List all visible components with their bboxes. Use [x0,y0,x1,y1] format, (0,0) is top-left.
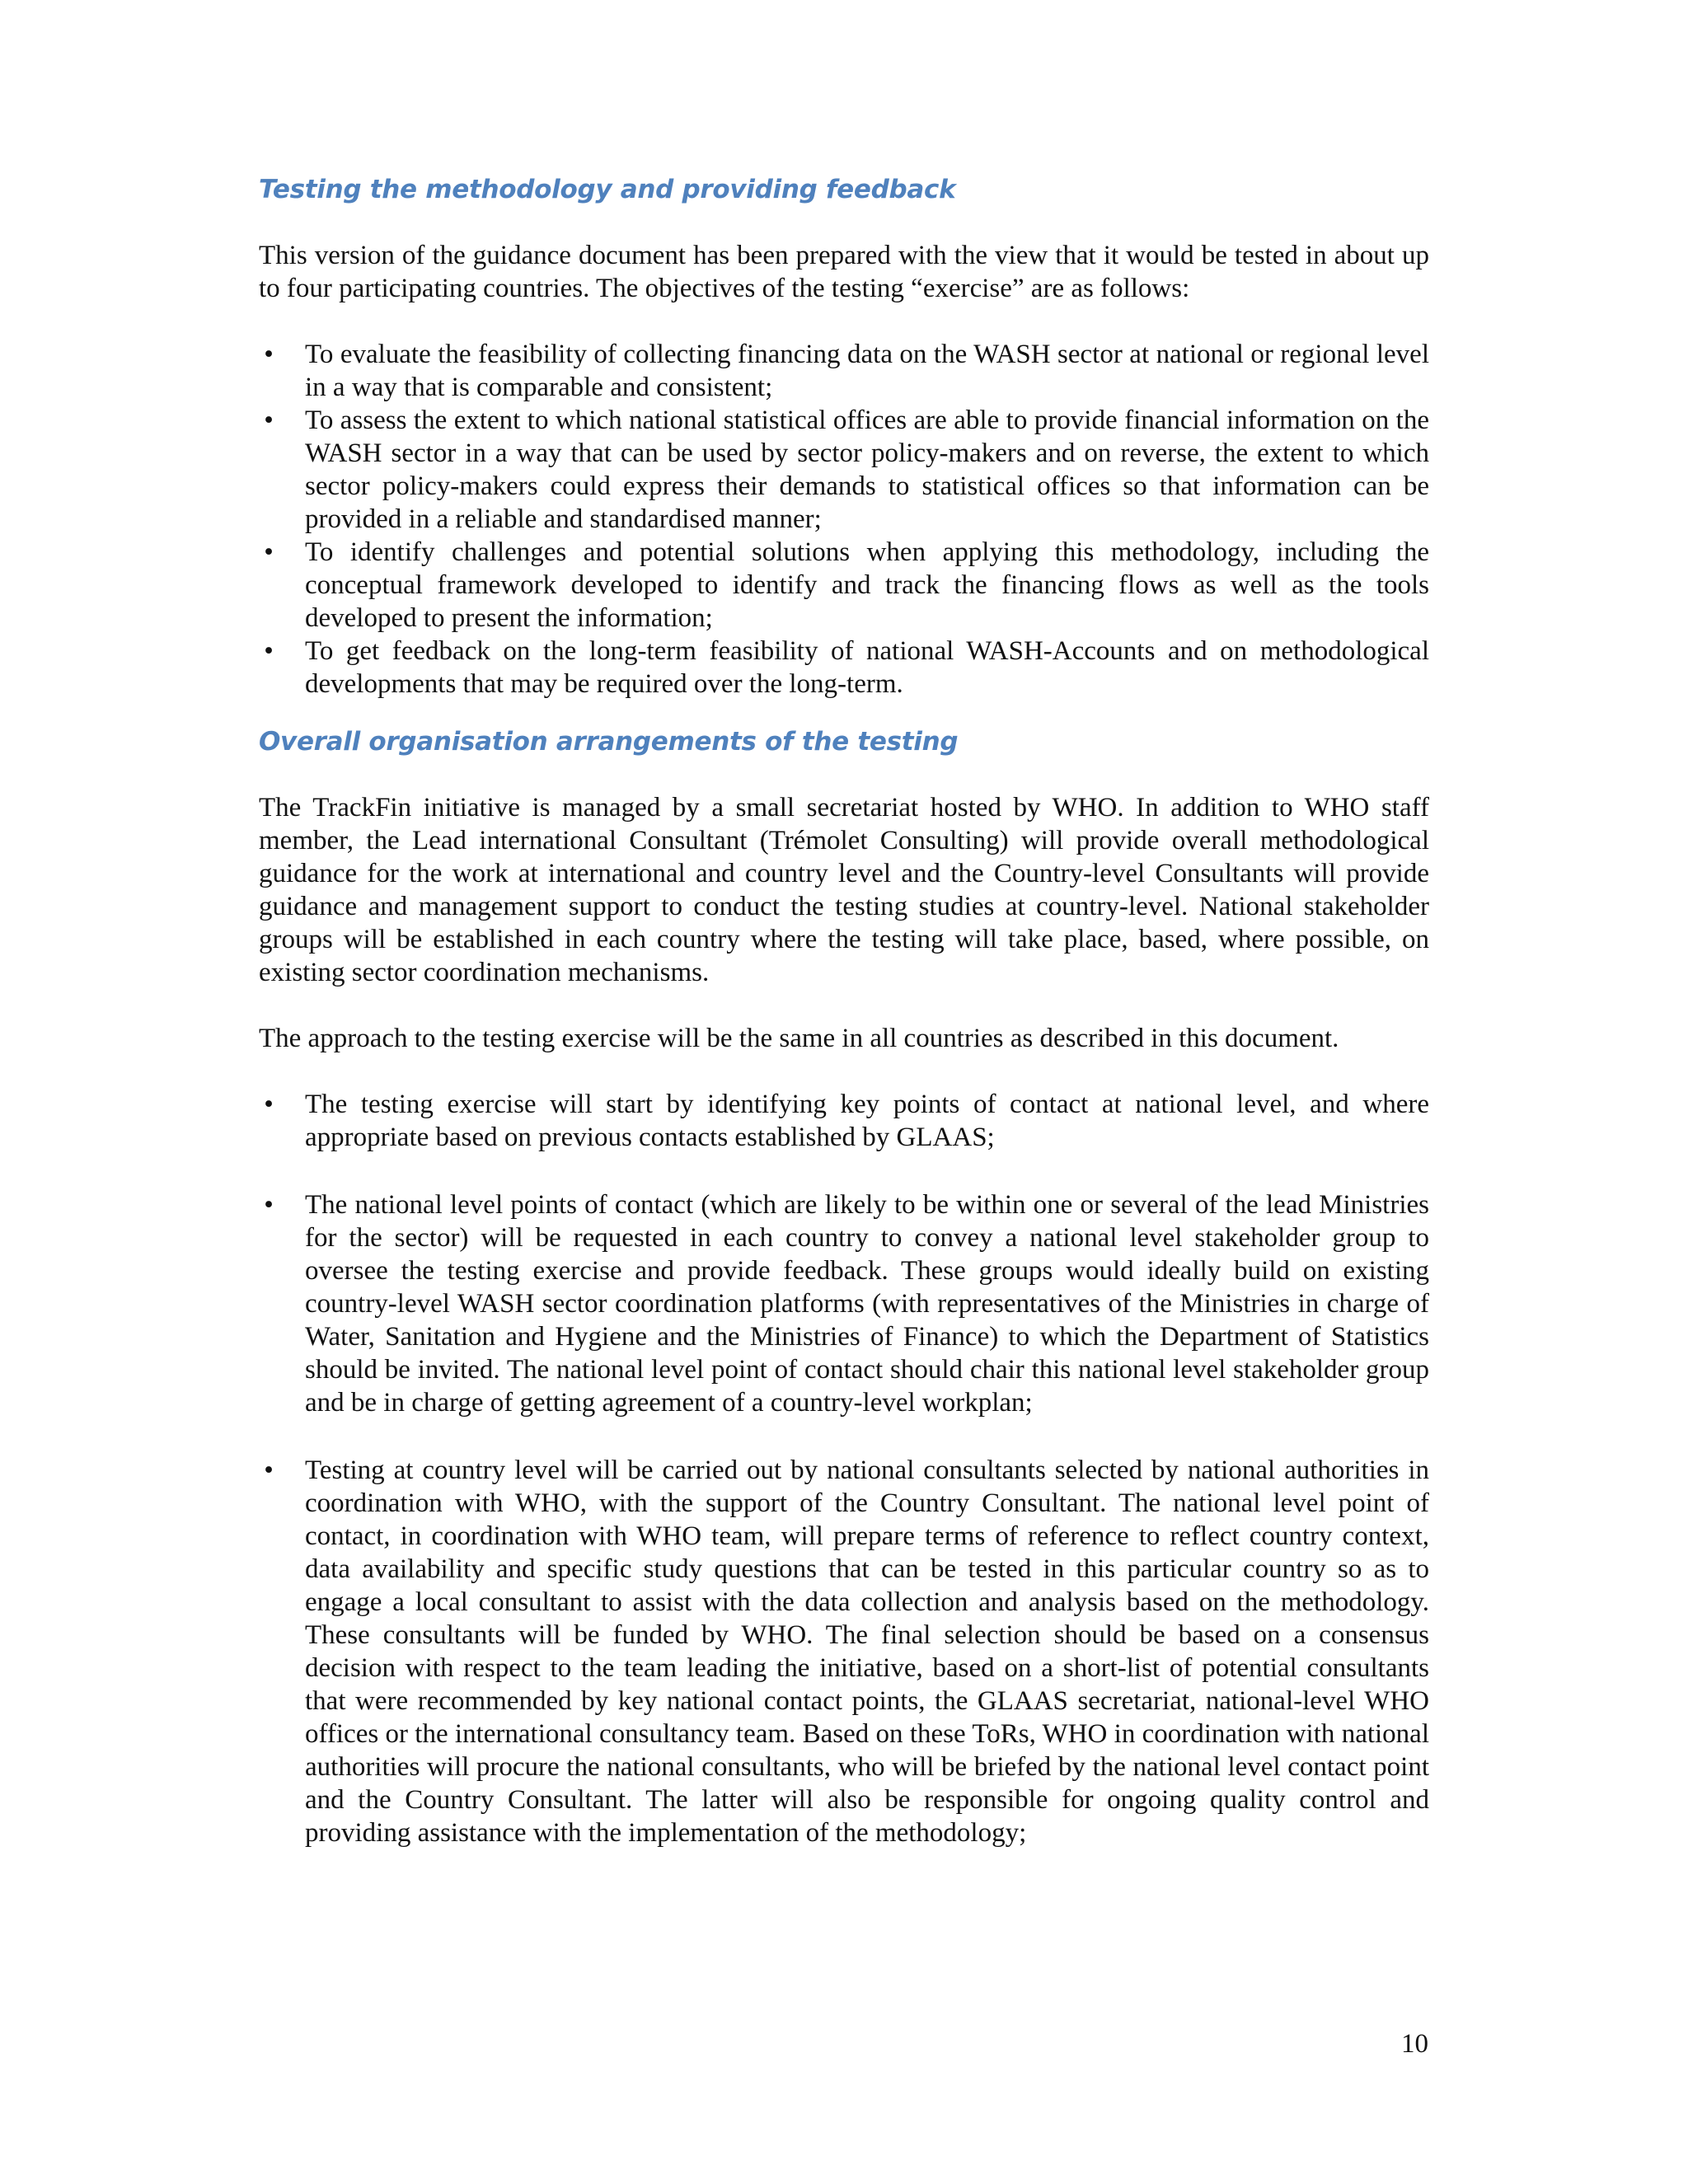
list-item [259,1454,1429,1849]
section-heading-testing: Testing the methodology and providing feedback [259,175,956,204]
list-item-text: To get feedback on the long-term feasibility of national WASH-Accounts and on methodological developments that may be required over the long-term. [305,636,1429,699]
list-item-text: To assess the extent to which national statistical offices are able to provide financial information on the WASH sector in a way that can be used by sector policy-makers and on reverse, the extent to which sector policy-makers could express their demands to statistical offices so that information can be provided in a reliable and standardised manner; [305,405,1429,534]
list-item-text: To evaluate the feasibility of collecting financing data on the WASH sector at national or regional level in a way that is comparable and consistent; [305,340,1429,402]
list-spacer [259,1154,1429,1188]
document-page [259,173,1429,1849]
list-item-text: The testing exercise will start by identifying key points of contact at national level, and where appropriate based on previous contacts established by GLAAS; [305,1090,1429,1152]
bullet-icon: • [264,405,274,435]
page-number: 10 [1401,2029,1428,2059]
list-item [259,635,1429,701]
section-heading-organisation: Overall organisation arrangements of the testing [259,727,959,757]
organisation-paragraph: The TrackFin initiative is managed by a small secretariat hosted by WHO. In addition to WHO staff member, the Lead international Consultant (Trémolet Consulting) will provide overall methodological guidance for the work at international and country level and the Country-level Consultants will provide guidance and management support to conduct the testing studies at country-level. National stakeholder groups will be established in each country where the testing will take place, based, where possible, on existing sector coordination mechanisms. [259,793,1429,987]
approach-paragraph: The approach to the testing exercise will be the same in all countries as described in this document. [259,1024,1339,1053]
list-item [259,404,1429,536]
list-item [259,338,1429,404]
list-item [259,1188,1429,1419]
list-item-text: Testing at country level will be carried out by national consultants selected by national authorities in coordination with WHO, with the support of the Country Consultant. The national level point of contact, in coordination with WHO team, will prepare terms of reference to reflect country context, data availability and specific study questions that can be tested in this particular country so as to engage a local consultant to assist with the data collection and analysis based on the methodology. These consultants will be funded by WHO. The final selection should be based on a consensus decision with respect to the team leading the initiative, based on a short-list of potential consultants that were recommended by key national contact points, the GLAAS secretariat, national-level WHO offices or the international consultancy team. Based on these ToRs, WHO in coordination with national authorities will procure the national consultants, who will be briefed by the national level contact point and the Country Consultant. The latter will also be responsible for ongoing quality control and providing assistance with the implementation of the methodology; [305,1455,1429,1848]
steps-list [259,1088,1429,1849]
bullet-icon: • [264,1090,274,1119]
bullet-icon: • [264,636,274,666]
list-item-text: The national level points of contact (which are likely to be within one or several of the lead Ministries for the sector) will be requested in each country to convey a national level stakeholder group to oversee the testing exercise and provide feedback. These groups would ideally build on existing country-level WASH sector coordination platforms (with representatives of the Ministries in charge of Water, Sanitation and Hygiene and the Ministries of Finance) to which the Department of Statistics should be invited. The national level point of contact should chair this national level stakeholder group and be in charge of getting agreement of a country-level workplan; [305,1190,1429,1418]
objectives-list [259,338,1429,701]
list-item [259,1088,1429,1154]
intro-paragraph: This version of the guidance document has been prepared with the view that it would be tested in about up to four participating countries. The objectives of the testing “exercise” are as follows: [259,241,1429,303]
bullet-icon: • [264,340,274,369]
list-item-text: To identify challenges and potential solutions when applying this methodology, including the conceptual framework developed to identify and track the financing flows as well as the tools developed to present the information; [305,537,1429,633]
list-spacer [259,1419,1429,1454]
list-item [259,536,1429,635]
bullet-icon: • [264,1190,274,1220]
bullet-icon: • [264,1455,274,1485]
bullet-icon: • [264,537,274,567]
